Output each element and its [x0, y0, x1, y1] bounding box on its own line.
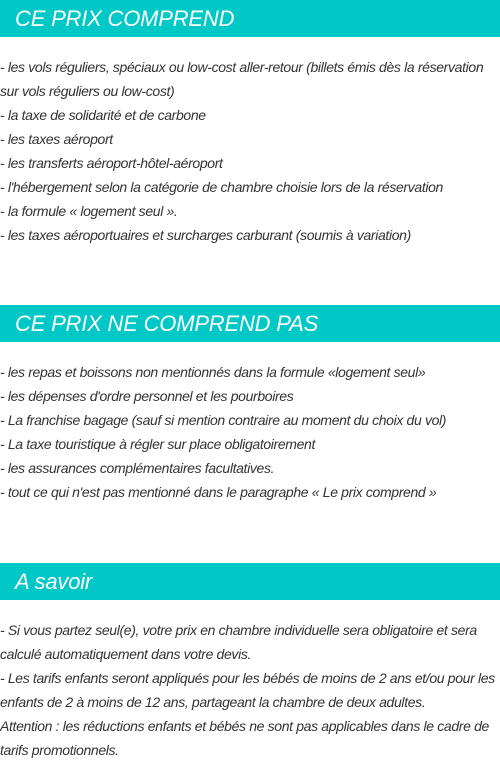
list-item: - la taxe de solidarité et de carbone: [0, 107, 206, 123]
list-item: - la formule « logement seul ».: [0, 203, 178, 219]
list-item: - les vols réguliers, spéciaux ou low-cost aller-retour (billets émis dès la réservation sur vols réguliers ou low-cost): [0, 59, 484, 99]
list-item: - les assurances complémentaires facultatives.: [0, 460, 275, 476]
section-title-good-to-know: A savoir: [0, 563, 500, 600]
list-item: - les repas et boissons non mentionnés dans la formule «logement seul»: [0, 364, 426, 380]
list-item: - les transferts aéroport-hôtel-aéroport: [0, 155, 223, 171]
included-list: [0, 55, 500, 247]
list-item: - Les tarifs enfants seront appliqués pour les bébés de moins de 2 ans et/ou pour les enfants de 2 à moins de 12 ans, partageant la chambre de deux adultes.: [0, 670, 495, 710]
list-item: - les taxes aéroport: [0, 131, 113, 147]
list-item: - La taxe touristique à régler sur place obligatoirement: [0, 436, 316, 452]
list-item: - Si vous partez seul(e), votre prix en chambre individuelle sera obligatoire et sera calculé automatiquement dans votre devis.: [0, 622, 477, 662]
list-item: - tout ce qui n'est pas mentionné dans le paragraphe « Le prix comprend »: [0, 484, 437, 500]
section-title-included: CE PRIX COMPREND: [0, 0, 500, 37]
list-item: - les taxes aéroportuaires et surcharges carburant (soumis à variation): [0, 227, 411, 243]
good-to-know-list: [0, 618, 500, 762]
list-item: Attention : les réductions enfants et bébés ne sont pas applicables dans le cadre de tarifs promotionnels.: [0, 718, 489, 758]
list-item: - les dépenses d'ordre personnel et les pourboires: [0, 388, 294, 404]
list-item: - l'hébergement selon la catégorie de chambre choisie lors de la réservation: [0, 179, 443, 195]
not-included-list: [0, 360, 500, 504]
list-item: - La franchise bagage (sauf si mention contraire au moment du choix du vol): [0, 412, 447, 428]
section-title-not-included: CE PRIX NE COMPREND PAS: [0, 305, 500, 342]
